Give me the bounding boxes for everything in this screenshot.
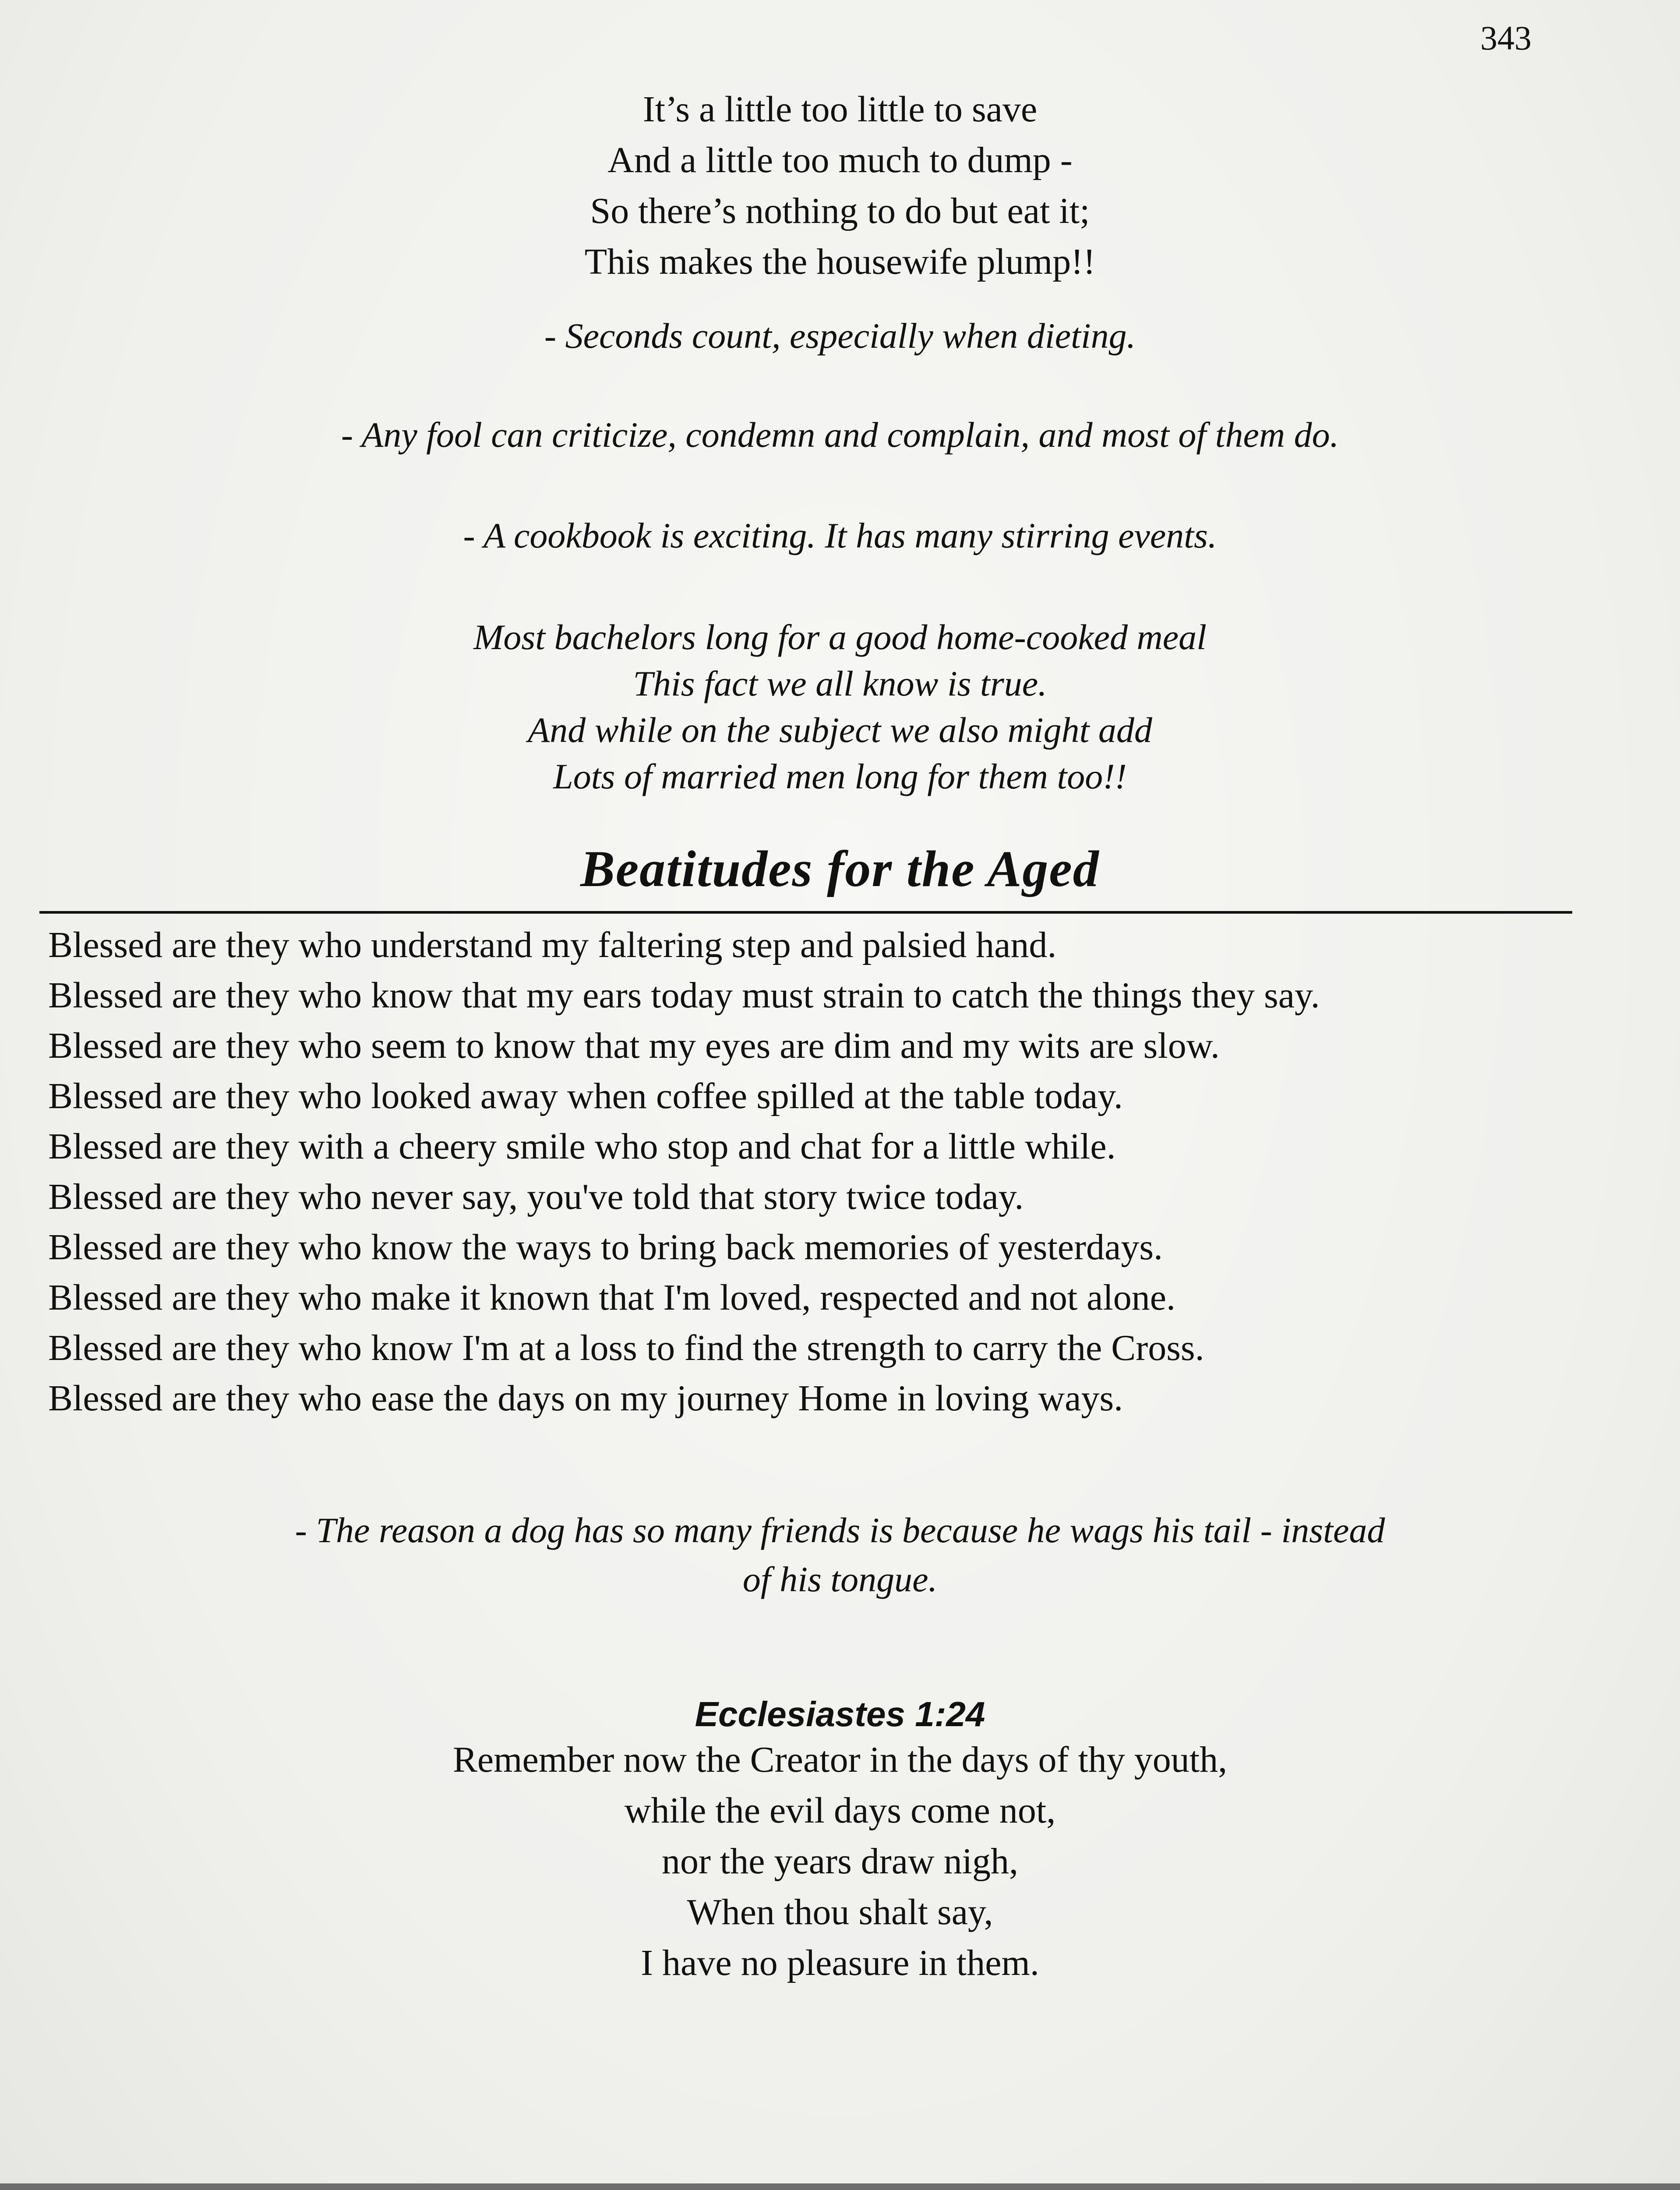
quote-cookbook: - A cookbook is exciting. It has many stirring events. bbox=[463, 516, 1217, 555]
scan-edge bbox=[0, 2183, 1680, 2190]
quote-line: of his tongue. bbox=[742, 1559, 938, 1599]
verse-line: I have no pleasure in them. bbox=[641, 1943, 1039, 1983]
verse-line: Remember now the Creator in the days of thy youth, bbox=[452, 1739, 1228, 1780]
quote-dieting: - Seconds count, especially when dieting. bbox=[544, 316, 1136, 356]
verse-line: nor the years draw nigh, bbox=[661, 1841, 1019, 1882]
scripture-reference: Ecclesiastes 1:24 bbox=[695, 1695, 985, 1734]
quote-dog bbox=[0, 1506, 1680, 1604]
poem-line: Most bachelors long for a good home-cooked meal bbox=[473, 617, 1207, 657]
beatitudes-list bbox=[48, 920, 1507, 1424]
verse-line: When thou shalt say, bbox=[687, 1892, 993, 1932]
quote-fool: - Any fool can criticize, condemn and complain, and most of them do. bbox=[341, 415, 1339, 455]
poem-housewife-plump bbox=[0, 84, 1680, 287]
beatitude-line: Blessed are they who never say, you've told that story twice today. bbox=[48, 1176, 1024, 1217]
section-divider bbox=[39, 911, 1572, 914]
quote-line: - The reason a dog has so many friends is because he wags his tail - instead bbox=[295, 1510, 1385, 1550]
poem-line: This fact we all know is true. bbox=[633, 664, 1047, 703]
poem-line: It’s a little too little to save bbox=[642, 89, 1038, 130]
poem-line: Lots of married men long for them too!! bbox=[553, 756, 1127, 796]
poem-line: And while on the subject we also might add bbox=[528, 710, 1152, 750]
beatitude-line: Blessed are they who looked away when coffee spilled at the table today. bbox=[48, 1076, 1123, 1116]
beatitude-line: Blessed are they who know I'm at a loss to find the strength to carry the Cross. bbox=[48, 1328, 1204, 1368]
beatitude-line: Blessed are they who know the ways to bring back memories of yesterdays. bbox=[48, 1227, 1163, 1268]
poem-bachelors bbox=[0, 614, 1680, 800]
beatitude-line: Blessed are they who make it known that I'm loved, respected and not alone. bbox=[48, 1277, 1176, 1318]
poem-line: And a little too much to dump - bbox=[607, 140, 1073, 180]
poem-line: This makes the housewife plump!! bbox=[584, 241, 1096, 282]
beatitude-line: Blessed are they who know that my ears today must strain to catch the things they say. bbox=[48, 975, 1320, 1016]
beatitude-line: Blessed are they who seem to know that my eyes are dim and my wits are slow. bbox=[48, 1025, 1220, 1066]
beatitude-line: Blessed are they with a cheery smile who stop and chat for a little while. bbox=[48, 1126, 1116, 1167]
section-title: Beatitudes for the Aged bbox=[580, 840, 1100, 897]
poem-line: So there’s nothing to do but eat it; bbox=[590, 191, 1090, 231]
scripture-verse bbox=[0, 1734, 1680, 1989]
beatitude-line: Blessed are they who ease the days on my journey Home in loving ways. bbox=[48, 1378, 1123, 1419]
verse-line: while the evil days come not, bbox=[624, 1790, 1056, 1831]
page-number: 343 bbox=[1480, 19, 1532, 57]
beatitude-line: Blessed are they who understand my faltering step and palsied hand. bbox=[48, 925, 1057, 965]
